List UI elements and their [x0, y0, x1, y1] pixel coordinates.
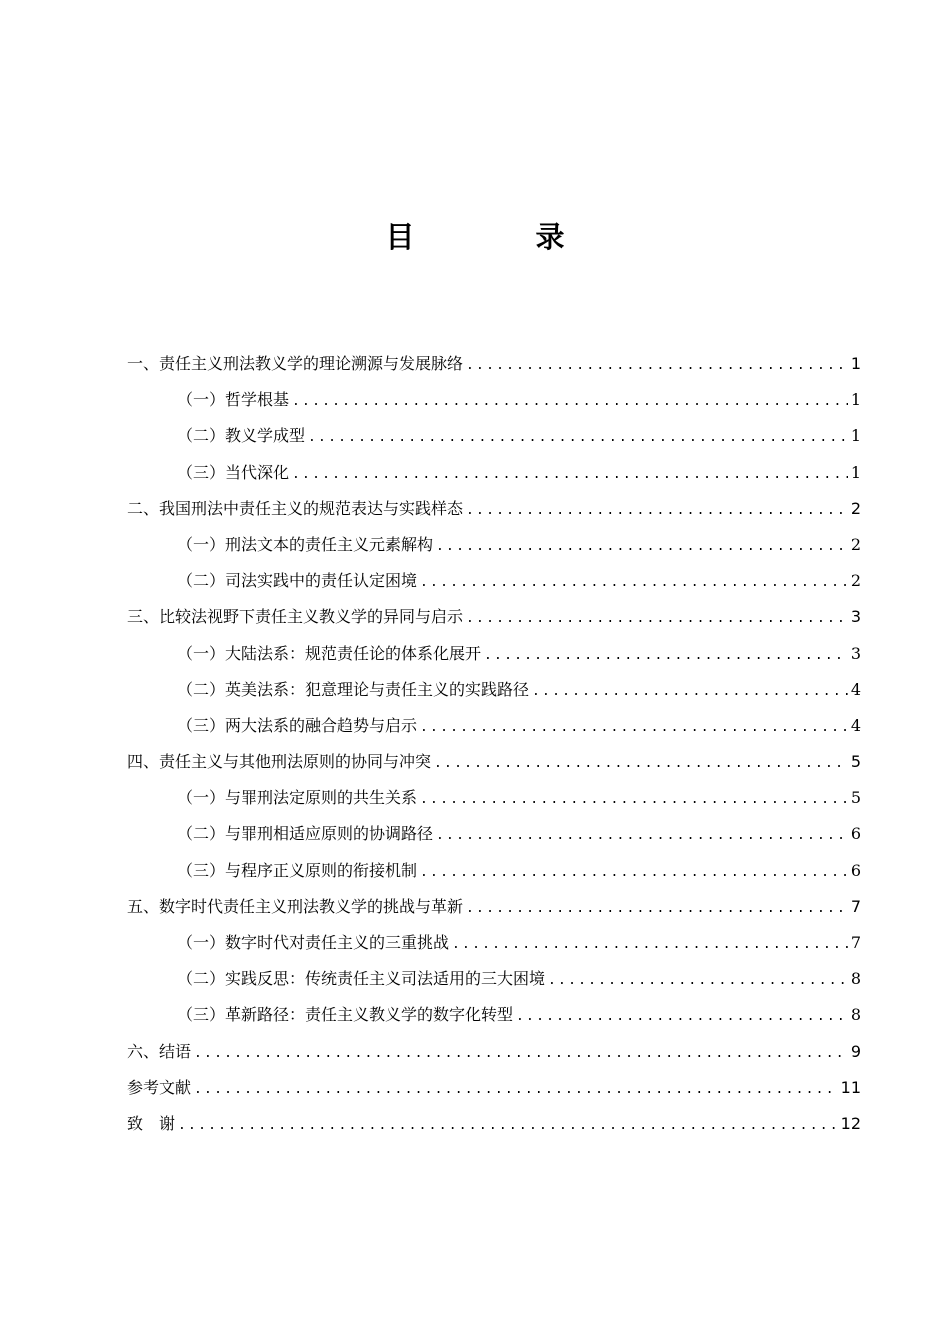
toc-page-number: 2	[850, 534, 861, 554]
toc-page-number: 12	[840, 1113, 861, 1133]
toc-dot-leader	[532, 674, 848, 708]
toc-entry-chapter[interactable]	[127, 599, 861, 635]
toc-dot-leader	[292, 457, 848, 491]
toc-entry-label: 二、我国刑法中责任主义的规范表达与实践样态	[127, 498, 464, 518]
toc-entry-label: （一）大陆法系：规范责任论的体系化展开	[177, 643, 482, 663]
toc-dot-leader	[194, 1072, 838, 1106]
toc-entry-chapter[interactable]	[127, 346, 861, 382]
toc-page-number: 8	[850, 1005, 861, 1025]
toc-page-number: 4	[850, 715, 861, 735]
toc-entry-label: 六、结语	[127, 1041, 192, 1061]
toc-entry-section[interactable]	[127, 816, 861, 852]
toc-entry-section[interactable]	[127, 418, 861, 454]
toc-page-number: 1	[850, 390, 861, 410]
toc-entry-chapter[interactable]	[127, 1106, 861, 1142]
toc-entry-label: （三）革新路径：责任主义教义学的数字化转型	[177, 1005, 514, 1025]
toc-dot-leader	[466, 601, 848, 635]
toc-page-number: 1	[850, 426, 861, 446]
toc-dot-leader	[420, 710, 848, 744]
toc-entry-chapter[interactable]	[127, 1070, 861, 1106]
toc-page-number: 3	[850, 643, 861, 663]
toc-entry-section[interactable]	[127, 563, 861, 599]
toc-dot-leader	[484, 638, 848, 672]
toc-page-number: 2	[850, 498, 861, 518]
toc-entry-section[interactable]	[127, 527, 861, 563]
toc-entry-label: 五、数字时代责任主义刑法教义学的挑战与革新	[127, 896, 464, 916]
toc-entry-chapter[interactable]	[127, 1034, 861, 1070]
toc-page-number: 2	[850, 571, 861, 591]
toc-entry-label: （二）教义学成型	[177, 426, 306, 446]
toc-dot-leader	[178, 1108, 838, 1142]
toc-page-number: 5	[850, 788, 861, 808]
toc-dot-leader	[466, 348, 848, 382]
toc-entry-label: 四、责任主义与其他刑法原则的协同与冲突	[127, 752, 432, 772]
toc-page-number: 4	[850, 679, 861, 699]
toc-entry-label: （一）哲学根基	[177, 390, 290, 410]
toc-page-number: 6	[850, 824, 861, 844]
toc-entry-section[interactable]	[127, 455, 861, 491]
toc-entry-section[interactable]	[127, 708, 861, 744]
toc-entry-label: 参考文献	[127, 1077, 192, 1097]
toc-entry-label: （三）两大法系的融合趋势与启示	[177, 715, 418, 735]
toc-page-number: 7	[850, 896, 861, 916]
toc-dot-leader	[420, 565, 848, 599]
toc-entry-label: （二）与罪刑相适应原则的协调路径	[177, 824, 434, 844]
toc-page-number: 8	[850, 969, 861, 989]
table-of-contents	[127, 346, 861, 1142]
toc-dot-leader	[194, 1036, 848, 1070]
toc-dot-leader	[308, 420, 848, 454]
toc-page-number: 1	[850, 462, 861, 482]
toc-entry-section[interactable]	[127, 925, 861, 961]
toc-entry-label: 致 谢	[127, 1113, 176, 1133]
toc-page-number: 11	[840, 1077, 861, 1097]
toc-page-number: 5	[850, 752, 861, 772]
toc-entry-label: （二）英美法系：犯意理论与责任主义的实践路径	[177, 679, 530, 699]
toc-page-number: 9	[850, 1041, 861, 1061]
toc-entry-label: （三）与程序正义原则的衔接机制	[177, 860, 418, 880]
toc-entry-label: 三、比较法视野下责任主义教义学的异同与启示	[127, 607, 464, 627]
toc-page-number: 6	[850, 860, 861, 880]
toc-dot-leader	[292, 384, 848, 418]
toc-entry-label: （二）实践反思：传统责任主义司法适用的三大困境	[177, 969, 546, 989]
toc-entry-label: 一、责任主义刑法教义学的理论溯源与发展脉络	[127, 354, 464, 373]
toc-entry-label: （二）司法实践中的责任认定困境	[177, 571, 418, 591]
toc-entry-section[interactable]	[127, 382, 861, 418]
toc-page-number: 7	[850, 933, 861, 952]
toc-entry-section[interactable]	[127, 672, 861, 708]
toc-dot-leader	[420, 782, 848, 816]
toc-entry-section[interactable]	[127, 636, 861, 672]
toc-title: 目 录	[385, 220, 611, 254]
toc-entry-section[interactable]	[127, 997, 861, 1033]
toc-page-number: 1	[850, 354, 861, 373]
toc-entry-chapter[interactable]	[127, 889, 861, 925]
toc-dot-leader	[516, 999, 848, 1033]
toc-entry-label: （一）与罪刑法定原则的共生关系	[177, 788, 418, 808]
toc-dot-leader	[436, 818, 848, 852]
toc-dot-leader	[548, 963, 848, 997]
toc-page-number: 3	[850, 607, 861, 627]
toc-entry-section[interactable]	[127, 780, 861, 816]
toc-dot-leader	[434, 746, 848, 780]
toc-entry-label: （一）刑法文本的责任主义元素解构	[177, 534, 434, 554]
toc-dot-leader	[420, 855, 848, 889]
toc-entry-label: （三）当代深化	[177, 462, 290, 482]
toc-dot-leader	[466, 891, 848, 925]
toc-entry-section[interactable]	[127, 853, 861, 889]
toc-entry-chapter[interactable]	[127, 744, 861, 780]
toc-entry-label: （一）数字时代对责任主义的三重挑战	[177, 933, 450, 952]
toc-dot-leader	[452, 927, 848, 961]
toc-entry-chapter[interactable]	[127, 491, 861, 527]
toc-dot-leader	[436, 529, 848, 563]
toc-entry-section[interactable]	[127, 961, 861, 997]
toc-dot-leader	[466, 493, 848, 527]
